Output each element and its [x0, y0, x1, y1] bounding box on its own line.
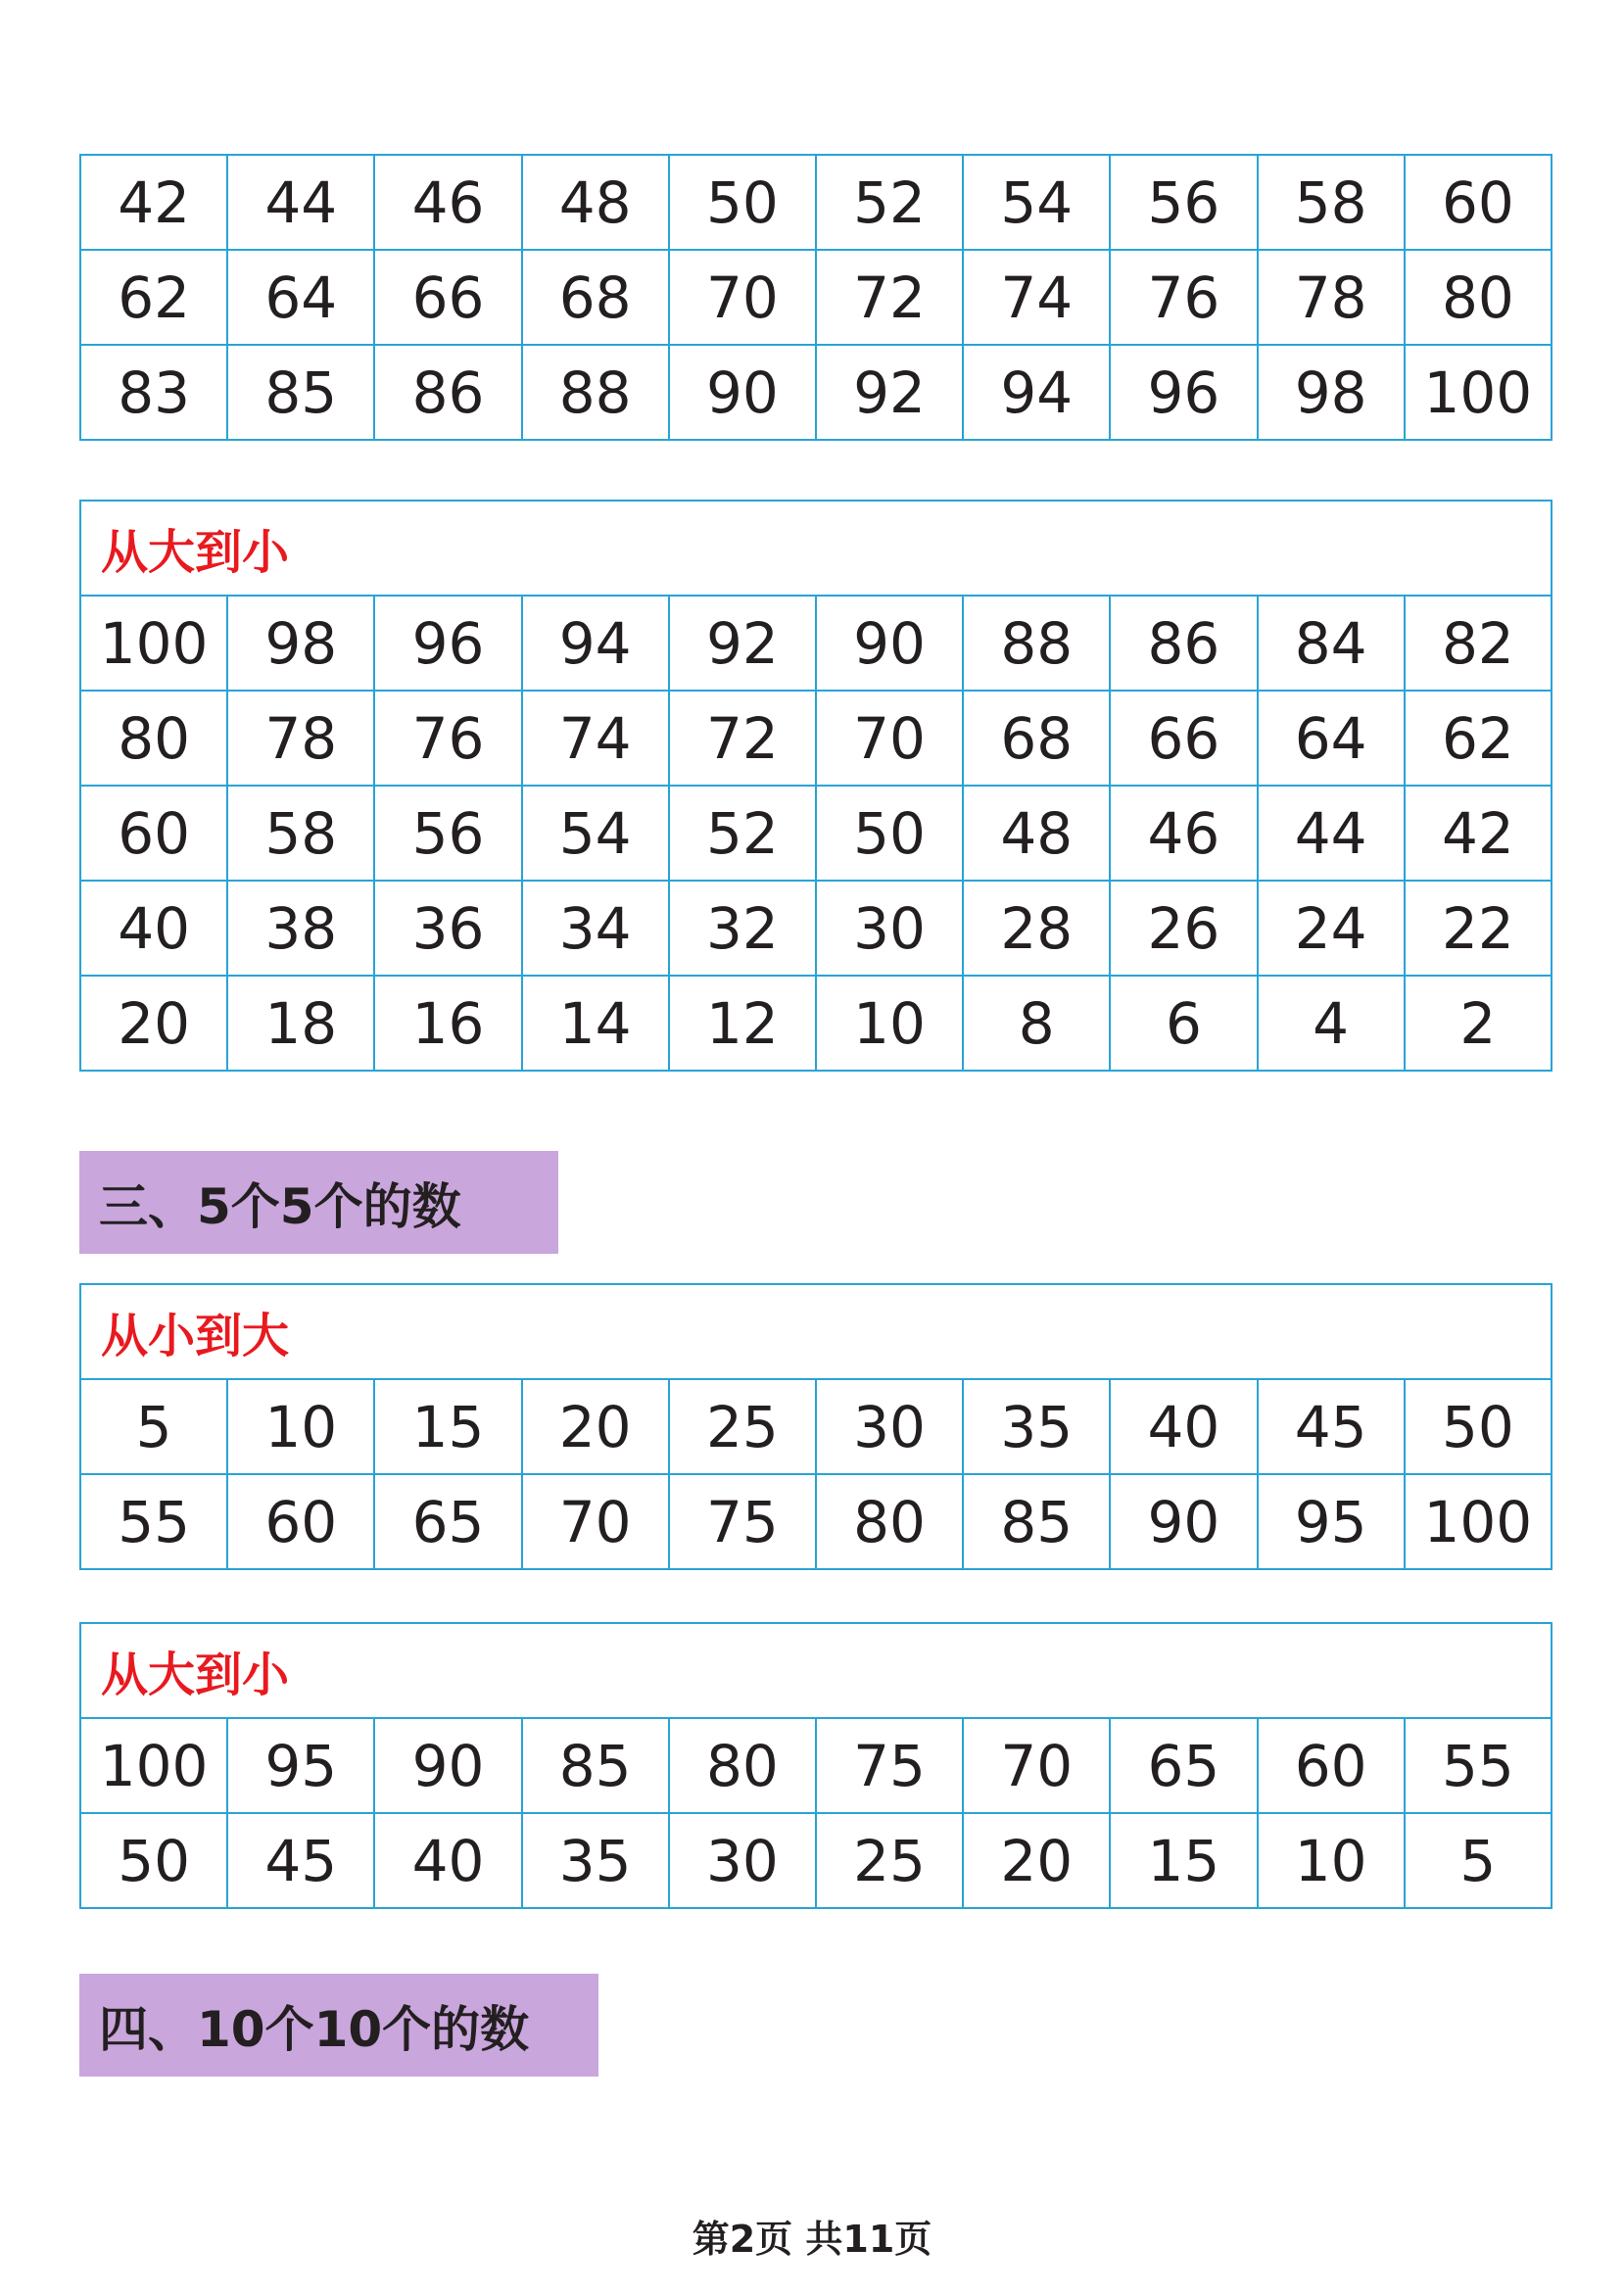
section-heading-four: 四、10个10个的数 — [79, 1974, 598, 2077]
number-grid — [79, 1622, 1552, 1909]
number-cell: 78 — [1258, 250, 1405, 345]
table-heading-row — [80, 501, 1552, 596]
number-cell: 60 — [227, 1474, 374, 1569]
section-heading-three: 三、5个5个的数 — [79, 1151, 558, 1254]
number-cell: 60 — [80, 786, 227, 881]
number-cell: 30 — [669, 1813, 816, 1908]
number-cell: 90 — [1110, 1474, 1257, 1569]
number-table-4 — [79, 1622, 1552, 1909]
number-cell: 70 — [816, 691, 963, 786]
number-cell: 35 — [963, 1379, 1110, 1474]
number-cell: 22 — [1405, 881, 1552, 976]
number-cell: 20 — [963, 1813, 1110, 1908]
number-cell: 95 — [227, 1718, 374, 1813]
number-cell: 8 — [963, 976, 1110, 1071]
number-cell: 84 — [1258, 596, 1405, 691]
number-cell: 83 — [80, 345, 227, 440]
page-footer: 第2页 共11页 — [692, 2218, 932, 2261]
number-cell: 80 — [80, 691, 227, 786]
number-cell: 32 — [669, 881, 816, 976]
number-cell: 25 — [669, 1379, 816, 1474]
number-cell: 52 — [816, 155, 963, 250]
table-row — [80, 1474, 1552, 1569]
table-heading: 从大到小 — [80, 501, 1552, 596]
table-row — [80, 1813, 1552, 1908]
number-cell: 68 — [963, 691, 1110, 786]
table-heading: 从小到大 — [80, 1284, 1552, 1379]
number-cell: 78 — [227, 691, 374, 786]
number-cell: 66 — [374, 250, 521, 345]
number-cell: 95 — [1258, 1474, 1405, 1569]
number-cell: 44 — [1258, 786, 1405, 881]
number-cell: 75 — [816, 1718, 963, 1813]
number-cell: 30 — [816, 881, 963, 976]
number-cell: 70 — [963, 1718, 1110, 1813]
number-cell: 18 — [227, 976, 374, 1071]
number-cell: 80 — [669, 1718, 816, 1813]
number-cell: 60 — [1258, 1718, 1405, 1813]
number-cell: 82 — [1405, 596, 1552, 691]
table-row — [80, 976, 1552, 1071]
number-cell: 86 — [374, 345, 521, 440]
number-cell: 55 — [80, 1474, 227, 1569]
number-cell: 92 — [669, 596, 816, 691]
number-cell: 25 — [816, 1813, 963, 1908]
number-cell: 14 — [522, 976, 669, 1071]
number-cell: 96 — [374, 596, 521, 691]
table-heading-row — [80, 1284, 1552, 1379]
number-cell: 5 — [1405, 1813, 1552, 1908]
number-cell: 85 — [522, 1718, 669, 1813]
number-cell: 56 — [1110, 155, 1257, 250]
number-cell: 64 — [1258, 691, 1405, 786]
number-cell: 58 — [1258, 155, 1405, 250]
number-cell: 45 — [227, 1813, 374, 1908]
number-cell: 15 — [374, 1379, 521, 1474]
number-cell: 80 — [816, 1474, 963, 1569]
number-cell: 6 — [1110, 976, 1257, 1071]
table-row — [80, 1379, 1552, 1474]
number-cell: 30 — [816, 1379, 963, 1474]
number-cell: 76 — [374, 691, 521, 786]
number-cell: 90 — [374, 1718, 521, 1813]
number-cell: 62 — [80, 250, 227, 345]
number-cell: 26 — [1110, 881, 1257, 976]
number-cell: 65 — [374, 1474, 521, 1569]
number-cell: 44 — [227, 155, 374, 250]
number-cell: 75 — [669, 1474, 816, 1569]
table-heading: 从大到小 — [80, 1623, 1552, 1718]
number-cell: 12 — [669, 976, 816, 1071]
number-grid — [79, 154, 1552, 441]
number-cell: 56 — [374, 786, 521, 881]
number-cell: 64 — [227, 250, 374, 345]
number-cell: 28 — [963, 881, 1110, 976]
table-row — [80, 786, 1552, 881]
number-cell: 70 — [522, 1474, 669, 1569]
number-cell: 98 — [227, 596, 374, 691]
number-cell: 40 — [374, 1813, 521, 1908]
number-cell: 45 — [1258, 1379, 1405, 1474]
number-cell: 42 — [80, 155, 227, 250]
number-cell: 16 — [374, 976, 521, 1071]
number-cell: 34 — [522, 881, 669, 976]
number-cell: 50 — [669, 155, 816, 250]
number-cell: 42 — [1405, 786, 1552, 881]
number-cell: 20 — [80, 976, 227, 1071]
table-row — [80, 250, 1552, 345]
number-cell: 72 — [669, 691, 816, 786]
number-cell: 88 — [963, 596, 1110, 691]
number-cell: 10 — [1258, 1813, 1405, 1908]
number-cell: 38 — [227, 881, 374, 976]
number-cell: 94 — [522, 596, 669, 691]
number-cell: 85 — [963, 1474, 1110, 1569]
table-row — [80, 596, 1552, 691]
table-heading-row — [80, 1623, 1552, 1718]
table-row — [80, 155, 1552, 250]
number-cell: 96 — [1110, 345, 1257, 440]
number-cell: 10 — [227, 1379, 374, 1474]
number-cell: 46 — [374, 155, 521, 250]
number-cell: 55 — [1405, 1718, 1552, 1813]
table-row — [80, 881, 1552, 976]
number-cell: 86 — [1110, 596, 1257, 691]
number-cell: 68 — [522, 250, 669, 345]
number-cell: 62 — [1405, 691, 1552, 786]
table-row — [80, 1718, 1552, 1813]
number-cell: 36 — [374, 881, 521, 976]
number-cell: 54 — [522, 786, 669, 881]
number-cell: 74 — [963, 250, 1110, 345]
number-cell: 66 — [1110, 691, 1257, 786]
number-cell: 100 — [80, 596, 227, 691]
number-cell: 35 — [522, 1813, 669, 1908]
number-cell: 94 — [963, 345, 1110, 440]
number-grid — [79, 500, 1552, 1072]
number-cell: 48 — [963, 786, 1110, 881]
number-cell: 100 — [80, 1718, 227, 1813]
number-cell: 40 — [1110, 1379, 1257, 1474]
number-cell: 4 — [1258, 976, 1405, 1071]
number-cell: 100 — [1405, 345, 1552, 440]
number-cell: 48 — [522, 155, 669, 250]
number-cell: 76 — [1110, 250, 1257, 345]
number-cell: 2 — [1405, 976, 1552, 1071]
number-cell: 88 — [522, 345, 669, 440]
number-cell: 54 — [963, 155, 1110, 250]
number-cell: 40 — [80, 881, 227, 976]
number-cell: 70 — [669, 250, 816, 345]
number-cell: 15 — [1110, 1813, 1257, 1908]
number-cell: 80 — [1405, 250, 1552, 345]
number-cell: 65 — [1110, 1718, 1257, 1813]
number-cell: 60 — [1405, 155, 1552, 250]
number-cell: 10 — [816, 976, 963, 1071]
table-row — [80, 345, 1552, 440]
number-cell: 24 — [1258, 881, 1405, 976]
table-row — [80, 691, 1552, 786]
number-cell: 50 — [1405, 1379, 1552, 1474]
number-cell: 90 — [669, 345, 816, 440]
number-table-3 — [79, 1283, 1552, 1570]
number-cell: 52 — [669, 786, 816, 881]
number-cell: 74 — [522, 691, 669, 786]
number-cell: 50 — [80, 1813, 227, 1908]
number-cell: 58 — [227, 786, 374, 881]
number-cell: 100 — [1405, 1474, 1552, 1569]
number-cell: 90 — [816, 596, 963, 691]
number-cell: 20 — [522, 1379, 669, 1474]
number-grid — [79, 1283, 1552, 1570]
number-cell: 50 — [816, 786, 963, 881]
number-cell: 92 — [816, 345, 963, 440]
number-cell: 5 — [80, 1379, 227, 1474]
number-cell: 46 — [1110, 786, 1257, 881]
number-table-1 — [79, 154, 1552, 441]
number-cell: 98 — [1258, 345, 1405, 440]
number-cell: 72 — [816, 250, 963, 345]
number-cell: 85 — [227, 345, 374, 440]
number-table-2 — [79, 500, 1552, 1072]
